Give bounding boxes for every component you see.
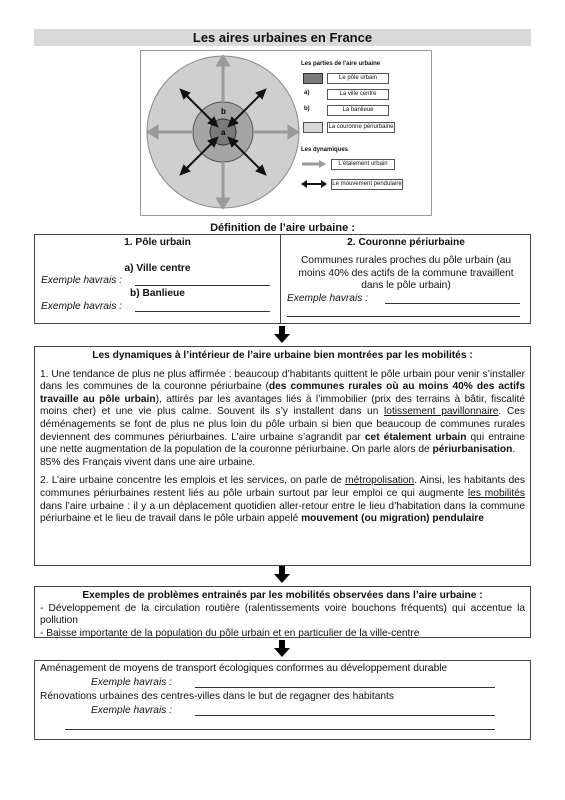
legend-item-pole: Le pôle urbain: [327, 73, 389, 84]
down-arrow-icon: [273, 640, 291, 658]
legend-dyn-title: Les dynamiques: [301, 147, 349, 153]
down-arrow-icon: [273, 566, 291, 584]
page-title: Les aires urbaines en France: [34, 29, 531, 46]
col1-city-center: a) Ville centre: [124, 263, 191, 274]
col1-suburb: b) Banlieue: [130, 288, 185, 299]
text-span: dans l’aire urbaine : il y a un déplacement quotidien aller-retour entre le lieu d’habitation dans la commune périurbaine et le lieu de travail dans le pôle urbain appelé: [40, 500, 525, 525]
down-arrow-icon: [273, 326, 291, 344]
problems-box: [34, 586, 531, 638]
text-span: .: [512, 444, 516, 456]
text-span: 1. Une tendance de plus ne plus affirmée : beaucoup d’habitants quittent le pôle urbain pour venir s’installer dans les communes de la couronne périurbaine (: [40, 368, 525, 393]
answer-blank[interactable]: [385, 294, 520, 304]
legend-item-city: La ville centre: [327, 89, 389, 100]
label-b: b: [221, 107, 226, 116]
col1-title: 1. Pôle urbain: [124, 237, 191, 248]
legend-item-sprawl: L'étalement urbain: [331, 159, 395, 170]
problem-item-1: - Développement de la circulation routière (ralentissements voire bouchons fréquents) qui accentue la pollution: [40, 602, 525, 627]
solution-example-2: Exemple havrais :: [91, 705, 172, 716]
legend-swatch-peri: [303, 122, 323, 133]
definition-table: [34, 234, 531, 324]
dynamics-paragraph-2: [40, 475, 525, 525]
answer-blank[interactable]: [135, 302, 270, 312]
legend-item-commute: Le mouvement pendulaire: [331, 179, 403, 190]
legend-item-peri: La couronne périurbaine: [327, 122, 395, 133]
grey-arrow-icon: [301, 159, 327, 169]
solutions-box: [34, 660, 531, 740]
answer-blank[interactable]: [65, 720, 495, 730]
solution-line-1: Aménagement de moyens de transport écologiques conformes au développement durable: [40, 663, 448, 674]
definition-heading: Définition de l’aire urbaine :: [210, 222, 355, 234]
answer-blank[interactable]: [195, 706, 495, 716]
legend-item-suburb: La banlieue: [327, 105, 389, 116]
double-arrow-icon: [301, 179, 327, 189]
text-bold: des communes rurales où au moins 40% des actifs travaille au pôle urbain: [40, 381, 525, 405]
problem-item-2: - Baisse importante de la population du pôle urbain et en particulier de la ville-centre: [40, 627, 420, 639]
label-a: a: [221, 128, 226, 137]
text-span: ), attirés par les avantages liés à l’immobilier (prix des terrains à bâtir, fiscalité moins cher) et une vie plus calme. Souvent ils s’y installent dans un: [40, 393, 525, 418]
answer-blank[interactable]: [195, 678, 495, 688]
text-span: qui entraine une nette augmentation de la population de la couronne périurbaine. On parle alors de: [40, 431, 526, 456]
legend-parts-title: Les parties de l'aire urbaine: [301, 61, 381, 67]
answer-blank[interactable]: [135, 276, 270, 286]
text-underlined: les mobilités: [467, 487, 525, 499]
text-span: . Ainsi, les habitants des communes périurbaines restent liés au pôle urbain surtout par leur emploi ce qui augmente: [40, 475, 525, 499]
dynamics-paragraph-1: [40, 369, 525, 457]
text-underlined: métropolisation: [345, 475, 415, 487]
text-span: 2. L’aire urbaine concentre les emplois et les services, on parle de: [40, 475, 346, 487]
text-bold: périurbanisation: [432, 444, 513, 456]
solution-example-1: Exemple havrais :: [91, 677, 172, 688]
text-bold: cet étalement urbain: [364, 431, 467, 443]
col1-example-1: Exemple havrais :: [41, 275, 122, 286]
col2-example: Exemple havrais :: [287, 293, 368, 304]
text-span: . Ces déménagements se font de plus ne plus loin du pôle urbain si bien que beaucoup de communes rurales deviennent des communes périurbaines. L’aire urbaine s’agrandit par: [40, 406, 525, 443]
solution-line-2: Rénovations urbaines des centres-villes dans le but de regagner des habitants: [40, 691, 394, 702]
text-bold: mouvement (ou migration) pendulaire: [301, 513, 484, 525]
col2-text: Communes rurales proches du pôle urbain (au moins 40% des actifs de la commune travaillent dans le pôle urbain): [298, 255, 514, 292]
urban-area-diagram: [140, 50, 432, 216]
dynamics-box: [34, 346, 531, 566]
text-underlined: lotissement pavillonnaire: [384, 406, 499, 418]
col2-title: 2. Couronne périurbaine: [347, 237, 465, 248]
problems-heading: Exemples de problèmes entrainés par les mobilités observées dans l’aire urbaine :: [82, 590, 483, 601]
answer-blank[interactable]: [287, 307, 520, 317]
legend-marker-b: b): [304, 106, 310, 112]
legend-marker-a: a): [304, 90, 310, 96]
col1-example-2: Exemple havrais :: [41, 301, 122, 312]
legend-swatch-pole: [303, 73, 323, 84]
dynamics-stat: 85% des Français vivent dans une aire urbaine.: [40, 456, 256, 468]
dynamics-heading: Les dynamiques à l’intérieur de l’aire urbaine bien montrées par les mobilités :: [92, 350, 473, 361]
